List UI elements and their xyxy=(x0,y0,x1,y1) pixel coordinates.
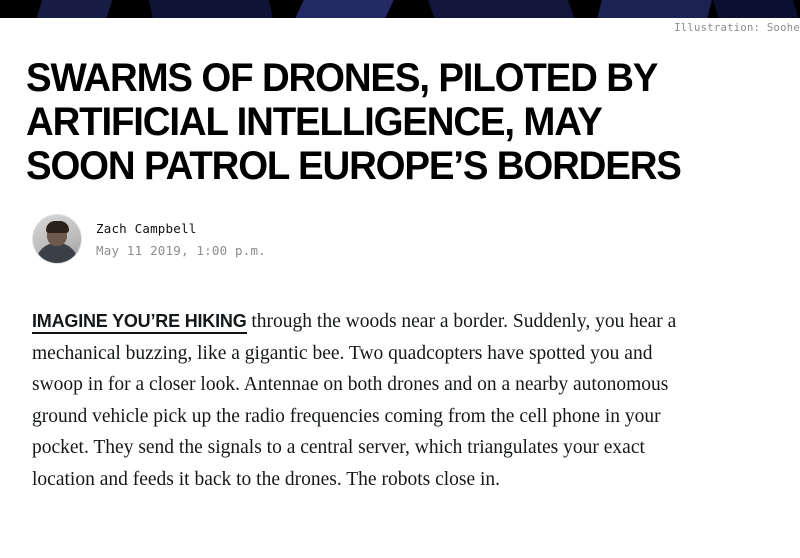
illustration-credit-row xyxy=(0,18,800,42)
page-title: SWARMS OF DRONES, PILOTED BY ARTIFICIAL INTELLIGENCE, MAY SOON PATROL EUROPE’S BORDERS xyxy=(26,56,681,188)
avatar-hair xyxy=(46,221,69,233)
hero-shape xyxy=(425,0,575,18)
byline-text xyxy=(96,221,266,258)
hero-shape xyxy=(36,0,114,18)
hero-shape xyxy=(294,0,395,18)
hero-shape xyxy=(597,0,713,18)
illustration-credit: Illustration: Soohe xyxy=(674,22,800,34)
hero-illustration xyxy=(0,0,800,18)
avatar xyxy=(32,214,82,264)
hero-shape xyxy=(147,0,273,18)
article-content xyxy=(0,56,800,495)
author-name[interactable]: Zach Campbell xyxy=(96,220,197,236)
article-body xyxy=(26,306,698,495)
body-text: through the woods near a border. Suddenly, you hear a mechanical buzzing, like a gigantic bee. Two quadcopters have spotted you and swoop in for a closer look. Antennae on both drones and on a nearby autonomous ground vehicle pick up the radio frequencies coming from the cell phone in your pocket. They send the signals to a central server, which triangulates your exact location and feeds it back to the drones. The robots close in. xyxy=(32,311,677,490)
lede-text: IMAGINE YOU’RE HIKING xyxy=(32,311,247,334)
byline xyxy=(32,214,774,264)
hero-shape xyxy=(711,0,799,18)
publish-timestamp: May 11 2019, 1:00 p.m. xyxy=(96,242,266,258)
avatar-body xyxy=(36,243,78,263)
